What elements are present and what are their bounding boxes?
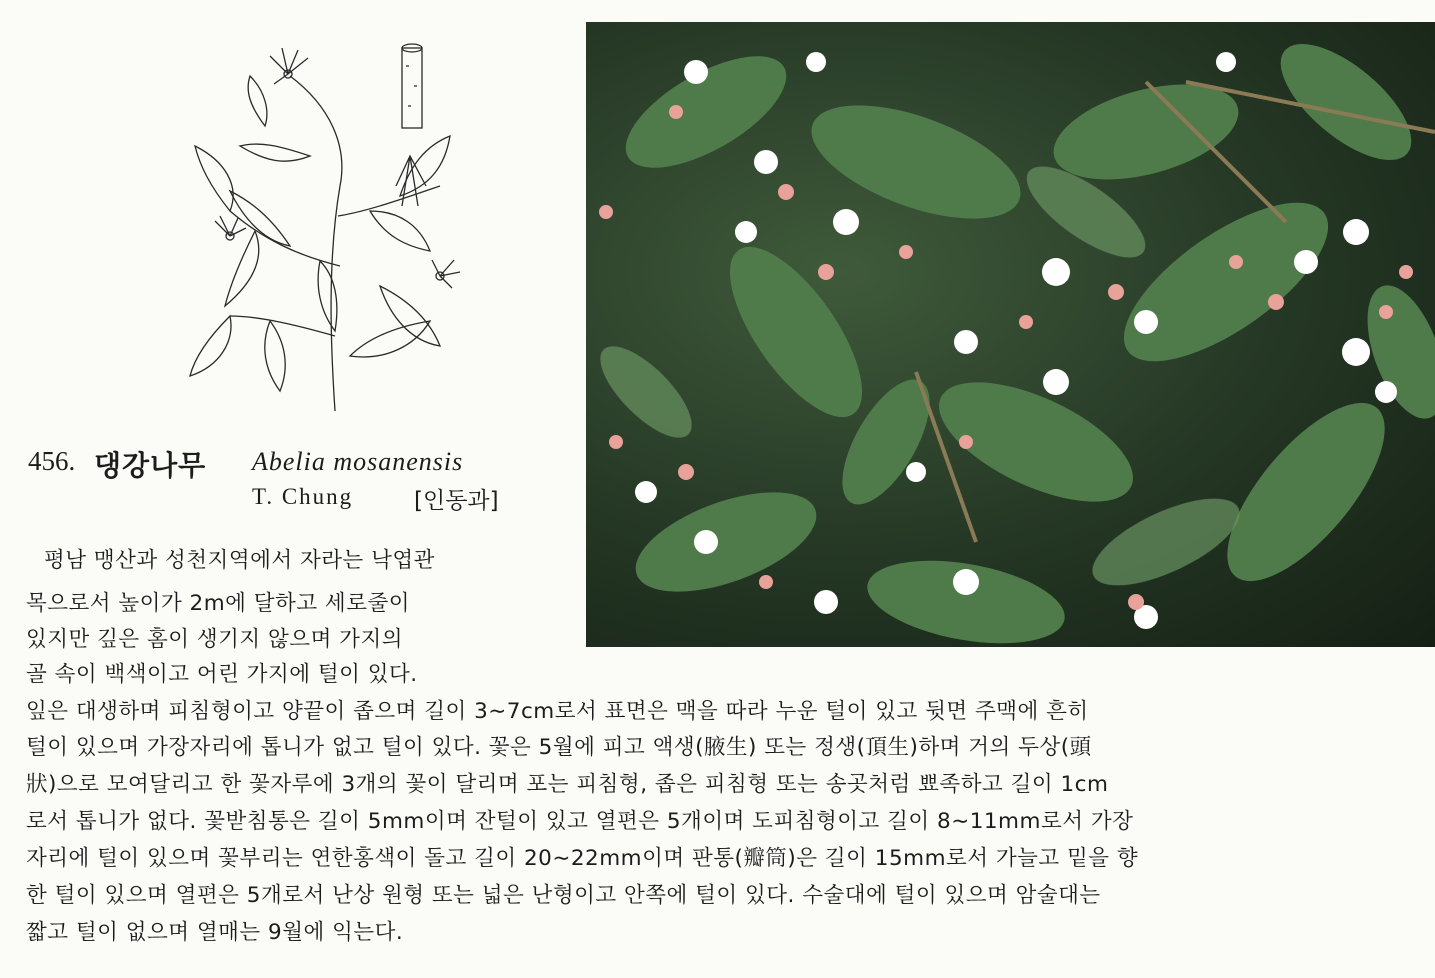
entry-number: 456.	[28, 446, 76, 476]
description-line: 한 털이 있으며 열편은 5개로서 난상 원형 또는 넓은 난형이고 안쪽에 털이 있다. 수술대에 털이 있으며 암술대는	[26, 883, 1101, 908]
description-line: 있지만 깊은 홈이 생기지 않으며 가지의	[26, 627, 403, 652]
botanical-illustration	[170, 36, 470, 416]
author-name: T. Chung	[252, 484, 354, 509]
plant-family: [인동과]	[414, 488, 499, 514]
korean-name: 댕강나무	[94, 449, 207, 482]
description-line: 골 속이 백색이고 어린 가지에 털이 있다.	[26, 662, 418, 687]
description-line: 잎은 대생하며 피침형이고 양끝이 좁으며 길이 3∼7cm로서 표면은 맥을 따라 누운 털이 있고 뒷면 주맥에 흔히	[26, 699, 1089, 724]
entry-heading	[28, 446, 568, 480]
description-line: 목으로서 높이가 2m에 달하고 세로줄이	[26, 591, 410, 616]
description-line: 로서 톱니가 없다. 꽃받침통은 길이 5mm이며 잔털이 있고 열편은 5개이며 도피침형이고 길이 8∼11mm로서 가장	[26, 809, 1134, 834]
description-line: 자리에 털이 있으며 꽃부리는 연한홍색이 돌고 길이 20∼22mm이며 판통(瓣筒)은 길이 15mm로서 가늘고 밑을 향	[26, 846, 1139, 871]
description-line: 평남 맹산과 성천지역에서 자라는 낙엽관	[44, 548, 435, 573]
flower-photograph	[586, 22, 1435, 647]
description-line: 狀)으로 모여달리고 한 꽃자루에 3개의 꽃이 달리며 포는 피침형, 좁은 피침형 또는 송곳처럼 뾰족하고 길이 1cm	[26, 772, 1109, 797]
scientific-name: Abelia mosanensis	[252, 447, 464, 476]
description-line: 짧고 털이 없으며 열매는 9월에 익는다.	[26, 920, 404, 945]
description-line: 털이 있으며 가장자리에 톱니가 없고 털이 있다. 꽃은 5월에 피고 액생(腋生) 또는 정생(頂生)하며 거의 두상(頭	[26, 735, 1092, 760]
